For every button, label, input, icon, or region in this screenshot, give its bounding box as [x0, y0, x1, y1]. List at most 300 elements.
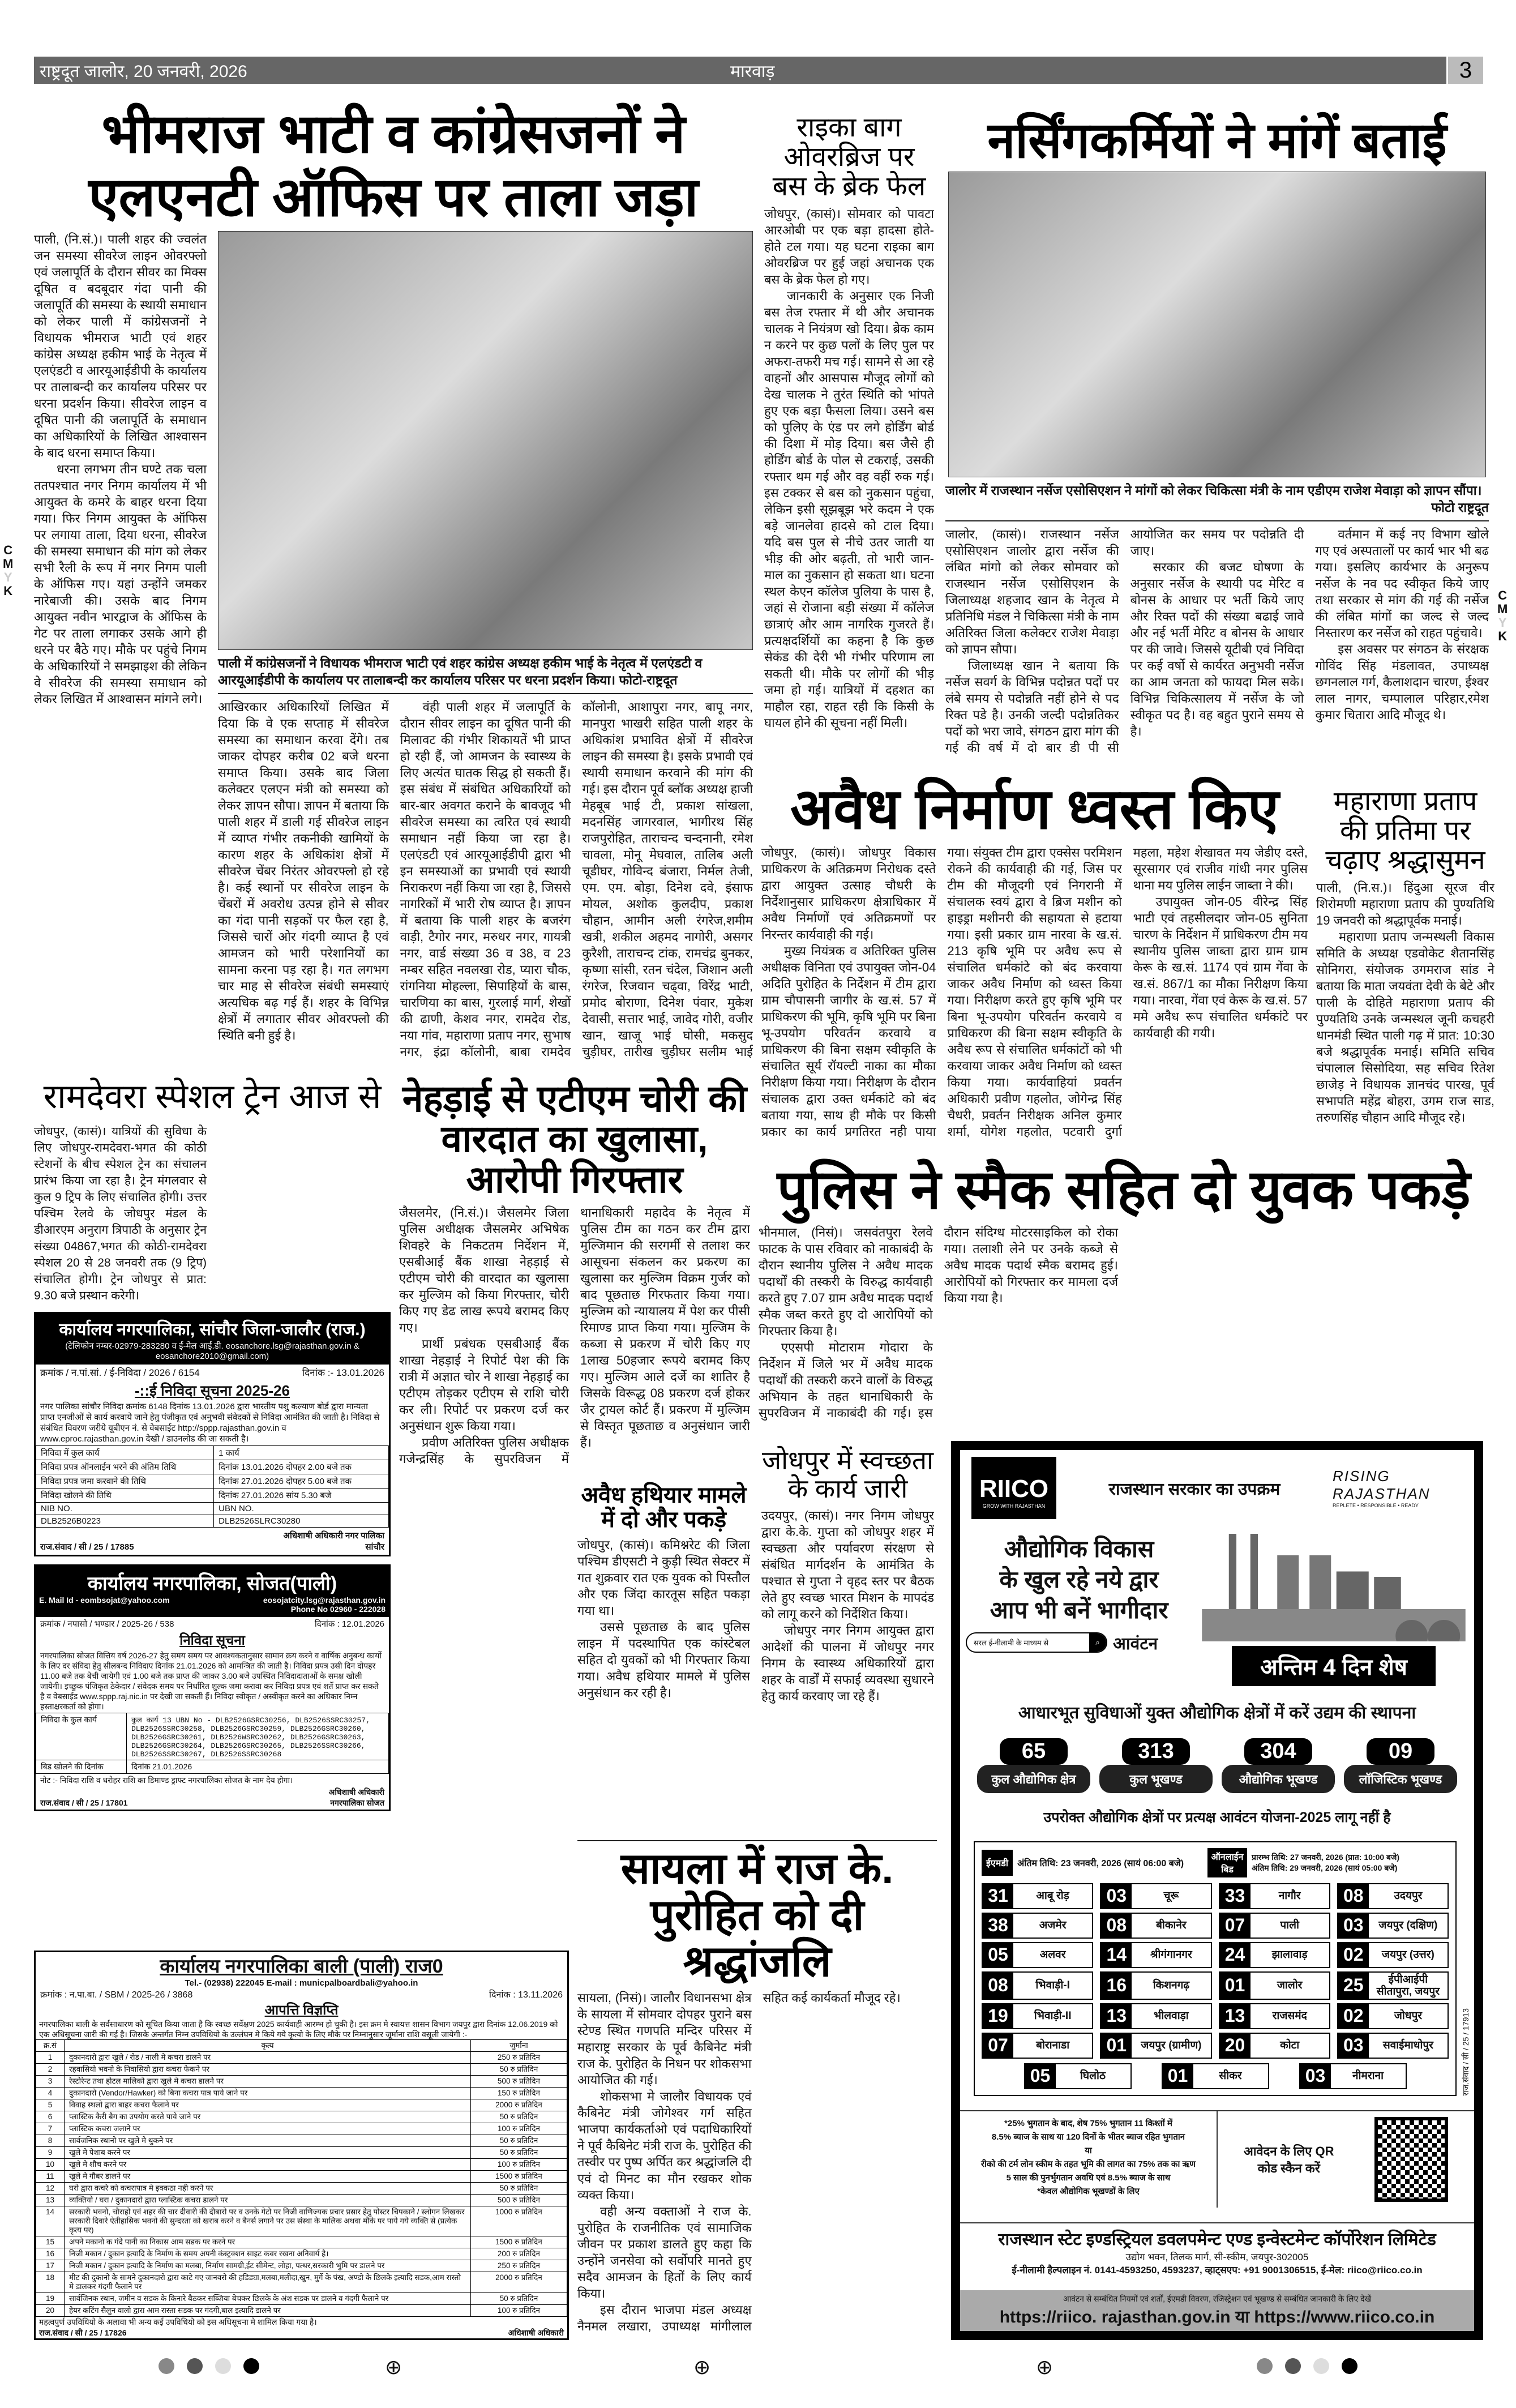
area-count: 01 — [1101, 2034, 1132, 2058]
notice-ref: क्रमांक : न.पा.बा. / SBM / 2025-26 / 3868 — [40, 1990, 193, 2000]
bali-objection-notice — [34, 1951, 569, 2340]
ad-hero-left — [966, 1534, 1192, 1686]
logo-text: RIICO — [979, 1475, 1049, 1503]
search-box-text: सरल ई-नीलामी के माध्यम से — [974, 1639, 1049, 1647]
cell: 16 — [36, 2248, 65, 2260]
cell: निजी मकान / दुकान इत्यादि के निर्माण के समय अपनी कंस्ट्रक्शन साइट कवर रखना अनिवार्य है। — [65, 2248, 471, 2260]
main-story-continued — [218, 699, 753, 1070]
area-name: भिवाड़ी-II — [1034, 2010, 1072, 2022]
paragraph: धरना लगभग तीन घण्टे तक चला ततपश्चात नगर निगम कार्यालय में भी आयुक्त के कमरे के बाहर धरना दिया गया। फिर निगम आयुक्त के ऑफिस पर लगाया ताला, दिया धरना, सीवरेज की समस्या समाधान की मांग को लेकर सभी रैली के रूप में नगर निगम पाली के ऑफिस गए। यहां उन्होंने जमकर नारेबाजी की। उसके बाद निगम आयुक्त नवीन भारद्वाज के ऑफिस के गेट पर ताला लगाकर उसके आगे ही धरने पर बैठे गए। मौके पर पहुंचे निगम के अधिकारियों ने समझाइश की लेकिन वे सीवरेज की समस्या समाधान को लेकर लिखित में आश्वासन मांगने लगे। — [34, 462, 207, 707]
area-chip — [1100, 2003, 1211, 2029]
table-row — [36, 2248, 567, 2260]
area-name: सीकर — [1219, 2070, 1242, 2082]
area-chip — [1100, 1913, 1211, 1939]
stat-label: कुल औद्योगिक क्षेत्र — [977, 1765, 1090, 1793]
area-count: 03 — [1338, 2034, 1369, 2058]
area-name: जयपुर (दक्षिण) — [1378, 1919, 1438, 1931]
area-box — [974, 1841, 1457, 2096]
cell: 1 कार्य — [214, 1445, 389, 1460]
notice-table — [36, 1713, 389, 1774]
area-name: अजमेर — [1039, 1919, 1067, 1931]
cell: प्लास्टिक कैरी बैग का उपयोग करते पाये जाने पर — [65, 2111, 471, 2123]
stats-row — [960, 1738, 1474, 1793]
cell: रेस्टोरेन्ट तथा होटल मालिको द्वारा खुले मे कचरा डालने पर — [65, 2076, 471, 2088]
ad-headline — [966, 1534, 1192, 1626]
notice-table — [36, 1445, 389, 1528]
notice-code: राज.संवाद / सी / 25 / 17801 — [40, 1798, 128, 1807]
area-section — [960, 1841, 1474, 2096]
stat-badge — [1222, 1738, 1335, 1793]
logo-tagline: REPLETE • RESPONSIBLE • READY — [1333, 1503, 1419, 1508]
cell: रहवासियो भवनो के निवासियो द्वारा कचरा फेकने पर — [65, 2064, 471, 2076]
area-count: 24 — [1220, 1943, 1251, 1967]
cell: 2000 रु प्रतिदिन — [471, 2099, 567, 2111]
divider — [577, 1840, 937, 1841]
paragraph: वंही पाली शहर में जलापूर्ति के दौरान सीवर लाइन का दूषित पानी की मिलावट की गंभीर शिकायतें भी प्राप्त हो रही हैं, जो आमजन के स्वास्थ्य के लिए अत्यंत घातक सिद्ध हो सकती हैं। इस संबंध में संबंधित अधिकारियों को बार-बार अवगत कराने के बावजूद भी सीवरेज समस्या का त्वरित एवं स्थायी समाधान नहीं किया जा रहा है। एलएंडटी एवं आरयूआईडीपी द्वारा भी इन समस्याओं का प्रभावी एवं स्थायी निराकरण नहीं किया जा रहा है, जिससे नागरिकों में भारी रोष व्याप्त है। ज्ञापन में बताया कि पाली शहर के बजरंग वाड़ी, टैगोर नगर, मरुधर नगर, गायत्री नगर, वार्ड संख्या 36 व 38, व 23 नम्बर सहित नवलखा रोड, प्यारा चौक, रांगनिया मोहल्ला, सिपाहियों के बास, चारणिया का बास, गुरलाई मार्ग, शेखों की ढाणी, केशव नगर, रामदेव रोड, नया गांव, महाराणा प्रताप नगर, सुभाष नगर, इंद्रा कॉलोनी, बाबा रामदेव कॉलोनी, आशापुरा नगर, बापू नगर, मानपुरा भाखरी सहित पाली शहर के अधिकांश प्रभावित क्षेत्रों में सीवरेज लाइन की समस्या है। इसके प्रभावी एवं स्थायी समाधान करवाने की मांग की गई। इस दौरान पूर्व ब्लॉक अध्यक्ष हाजी मेहबूब भाई टी, प्रकाश सांखला, मदनसिंह जागरवाल, भागीरथ सिंह राजपुरोहित, ताराचन्द चन्दनानी, रमेश चावला, मोनू मेघवाल, तालिब अली चूडीघर, गोविन्द बंजारा, निर्मल तेजी, एम. एम. बोड़ा, दिनेश दवे, इंसाफ मोयल, अशोक कुलदीप, प्रकाश चौहान, आमीन अली रंगरेज,शमीम खत्री, शकील अहमद नागोरी, असगर कुरैशी, ताराचन्द टांक, रामचंद्र बुनकर, कृष्णा सांसी, रतन चंदेल, जिशान अली रंगरेज, रिजवान चढ्वा, विरेंद्र भाटी, प्रमोद बोराणा, दिनेश पंवार, मुकेश देवासी, सत्तार भाई, जावेद गोरी, वजीर खान, खाजू भाई घोसी, मकसुद चुड़ीघर, तारीख चुड़ीघर सलीम भाई — [400, 700, 753, 1059]
paragraph: शोकसभा मे जालौर विधायक एवं कैबिनेट मंत्री जोगेश्वर गर्ग सहित भाजपा कार्यकर्ताओ एवं पदाधिकारियों ने पूर्व कैबिनेट मंत्री राज के. पुरोहित की तस्वीर पर पुष्प अर्पित कर श्रद्धांजलि दी एवं दो मिनट का मौन रखकर शोक व्यक्त किया। — [577, 2089, 752, 2202]
sojat-tender-notice — [34, 1564, 391, 1811]
paragraph: जोधपुर, (कासं)। यात्रियों की सुविधा के लिए जोधपुर-रामदेवरा-भगत की कोठी स्टेशनों के बीच स्पेशल ट्रेन का संचालन प्रारंभ किया जा रहा है। ट्रेन मंगलवार से कुल 9 ट्रिप के लिए संचालित होगी। उत्तर पश्चिम रेलवे के जोधपुर मंडल के डीआरएम अनुराग त्रिपाठी के अनुसार ट्रेन संख्या 04867,भगत की कोठी-रामदेवरा स्पेशल 20 से 28 जनवरी तक (9 ट्रिप) संचालित होगी। ट्रेन जोधपुर से प्रात: 9.30 बजे प्रस्थान करेगी। — [34, 1124, 207, 1302]
term-line: या — [1085, 2146, 1092, 2155]
area-chip — [1337, 1942, 1449, 1968]
table-row — [36, 2147, 567, 2159]
area-name: किशनगढ़ — [1153, 1979, 1190, 1991]
area-name: चूरू — [1163, 1890, 1179, 1902]
cmyk-letter: M — [1497, 602, 1508, 616]
bid-label: ऑनलाईन बिड — [1207, 1848, 1247, 1877]
area-chip — [1219, 2033, 1330, 2059]
cell: NIB NO. — [36, 1502, 214, 1515]
maharana-headline: महाराणा प्रताप की प्रतिमा पर चढ़ाए श्रद्धासुमन — [1325, 786, 1485, 875]
cell: 9 — [36, 2147, 65, 2159]
cell: 200 रु प्रतिदिन — [471, 2248, 567, 2260]
paragraph: एएसपी मोटाराम गोदारा के निर्देशन में जिले भर में अवैध मादक पदार्थों की तस्करी करने वालों के विरुद्ध अभियान के तहत थानाधिकारी के सुपरविजन में नाकाबंदी की गई। इस दौरान संदिग्ध मोटरसाइकिल को रोका गया। तलाशी लेने पर उनके कब्जे से अवैध मादक पदार्थ स्मैक बरामद हुई। आरोपियों को गिरफ्तार कर मामला दर्ज किया गया है। — [759, 1225, 1118, 1420]
jodhpur-clean-story — [761, 1507, 934, 1832]
main-headline-line-1: भीमराज भाटी व कांग्रेसजनों ने — [101, 104, 686, 164]
main-story-right — [218, 231, 753, 1070]
cell: खुले मे पेशाब करने पर — [65, 2147, 471, 2159]
cell: 8 — [36, 2135, 65, 2147]
ad-top-row — [960, 1450, 1474, 1519]
cell: निविदा खोलने की तिथि — [36, 1488, 214, 1502]
cell: दिनांक 27.01.2026 सांय 5.30 बजे — [214, 1488, 389, 1502]
raika-story — [764, 206, 934, 764]
payment-terms — [960, 2111, 1218, 2208]
paragraph: जोधपुर, (कासं)। सोमवार को पावटा आरओबी पर एक बड़ा हादसा होते-होते टल गया। यह घटना राइका बाग ओवरब्रिज पर हुई जहां अचानक एक बस के ब्रेक फेल हो गए। — [764, 207, 934, 287]
main-story-row — [34, 231, 753, 1070]
notice-code: राज.संवाद / सी / 25 / 17826 — [39, 2328, 127, 2337]
auction-row — [966, 1631, 1192, 1654]
paragraph: वर्तमान में कई नए विभाग खोले गए एवं अस्पतालों पर कार्य भार भी बढ गया। इसलिए कार्यभार के अनुरूप नर्सेज के नव पद स्वीकृत किये जाए तथा सरकार से मांग की गई की नर्सेज की लंबित मांगों का जल्द से जल्द निस्तारण कर नर्सेज को राहत पहुंचावे। — [1315, 527, 1489, 640]
table-row — [36, 2195, 567, 2206]
divider — [218, 693, 753, 694]
table-row — [36, 2305, 567, 2317]
notice-contact: (टेलिफोन नम्बर-02979-283280 व ई-मेल आई.डी. eosanchore.lsg@rajasthan.gov.in & eosanchore2010@gmail.com) — [65, 1341, 359, 1361]
area-name: अलवर — [1039, 1949, 1066, 1961]
area-name: जालोर — [1277, 1979, 1303, 1991]
cell: बिड खोलने की दिनांक — [36, 1760, 127, 1773]
cell: 6 — [36, 2111, 65, 2123]
nurses-story — [945, 526, 1489, 764]
area-count: 13 — [1101, 2004, 1132, 2028]
table-row — [36, 2171, 567, 2183]
cell: 150 रु प्रतिदिन — [471, 2088, 567, 2099]
qr-code[interactable] — [1374, 2117, 1448, 2202]
page-header-bar — [34, 57, 1446, 84]
cell: निविदा के कुल कार्य — [36, 1713, 127, 1760]
area-name: घिलोठ — [1080, 2070, 1106, 2082]
area-count: 01 — [1220, 1973, 1251, 1999]
area-name: ईपीआईपी सीतापुरा, जयपुर — [1376, 1973, 1440, 1998]
table-row — [36, 2135, 567, 2147]
ad-hero-row — [960, 1534, 1474, 1686]
notice-contact: Tel.- (02938) 222045 E-mail : municpalboardbali@yahoo.in — [185, 1978, 418, 1988]
notice-text: नगरपालिका बाली के सर्वसाधारण को सूचित किया जाता है कि स्वच्छ सर्वेक्षण 2025 कार्यवाही आरम्भ हो चुकी है। इस क्रम मे स्वायत्त शासन विभाग जयपुर द्वारा दिनांक 12.06.2019 को एक अधिसूचना जारी की गई है। जिसके अन्तर्गत निम्न उपविधियो के उल्लंघन मे किये गये कृत्यो के लिए मौके पर निम्नानुसार जूर्माना राशि वसूली जायेगी :- — [39, 2020, 558, 2039]
links-note: आवंटन से सम्बंधित नियमों एवं शर्तों, ईएमडी विवरण, रजिस्ट्रेशन एवं भूखण्ड से सम्बंधित जानकारी के लिए देखें — [1063, 2294, 1372, 2303]
area-chip — [982, 1942, 1093, 1968]
notice-heading: आपत्ति विज्ञप्ति — [264, 2003, 339, 2018]
table-row — [36, 2099, 567, 2111]
corp-footer — [960, 2222, 1474, 2276]
rising-rajasthan-logo — [1333, 1468, 1463, 1508]
cell: 3 — [36, 2076, 65, 2088]
stat-label: लॉजिस्टिक भूखण्ड — [1344, 1765, 1457, 1793]
cmyk-letter: K — [1498, 629, 1508, 643]
qr-section — [1218, 2111, 1474, 2208]
cell: 13 — [36, 2195, 65, 2206]
registration-crosshair-icon: ⊕ — [385, 2355, 402, 2379]
notice-heading: निविदा सूचना — [179, 1632, 245, 1648]
cell: व्यक्तियो / घरा / दुकानदारो द्वारा प्लास्टिक कचरा डालने पर — [65, 2195, 471, 2206]
area-count: 03 — [1101, 1884, 1132, 1908]
area-chip — [1337, 1913, 1449, 1939]
area-chip — [1219, 1971, 1330, 2000]
cell: 50 रु प्रतिदिन — [471, 2111, 567, 2123]
notice-text: नगरपालिका सोजत वित्तिय वर्ष 2026-27 हेतु समय समय पर आवश्यकतानुसार सामान क्रय करने व वार्षिक अनुबन्ध कार्यो के लिए दर संविदा हेतु सीलबन्द निविदाए दिनांक 21.01.2026 को आमन्त्रित की जाती है। निविदा प्रपत्र उसी दिन दोपहर 11.00 बजे तक बेची जायेगी एवं 1.00 बजे तक प्राप्त की जाकर 3.00 बजे उपस्थित निविदादाताओं के समक्ष खोली जायेगी। इच्छुक पंजिकृत ठेकेदार / संवेदक समय पर निर्धारित शुल्क जमा करावा कर निविदा प्रपत्र एवं शर्ते प्राप्त कर सकते है व वेबसाईड www.sppp.raj.nic.in पर देखी जा सकती हैं। निविदा स्वीकृत / अस्वीकृत करने का अधिकार निम्न हस्ताक्षरकर्ता को होगा। — [40, 1650, 382, 1711]
registration-crosshair-icon: ⊕ — [693, 2355, 711, 2379]
main-photo-caption: पाली में कांग्रेसजनों ने विधायक भीमराज भाटी एवं शहर कांग्रेस अध्यक्ष हकीम भाई के नेतृत्व में एलएंडटी व आरयूआईडीपी के कार्यालय पर तालाबन्दी कर कार्यालय परिसर पर धरना प्रदर्शन किया। फोटो-राष्ट्रदूत — [218, 656, 703, 688]
area-chip — [1162, 2063, 1269, 2089]
cmyk-letter: Y — [1498, 615, 1507, 630]
smack-story — [759, 1224, 1489, 1435]
area-count: 08 — [1101, 1914, 1132, 1937]
paragraph: प्रवीण अतिरिक्त पुलिस अधीक्षक गजेन्द्रसिंह के सुपरविजन में थानाधिकारी महादेव के नेतृत्व में पुलिस टीम का गठन कर टीम द्वारा मुल्जिमान की सरगर्मी से तलाश कर आसूचना संकलन कर प्रकरण का खुलासा कर मुल्जिम विक्रम गुर्जर को बाद पूछताछ गिरफतार किया गया। मुल्जिम को न्यायालय में पेश कर पीसी रिमाण्ड प्राप्त किया गया। मुल्जिम के कब्जा से प्रकरण में चोरी किए गए 1लाख 50हजार रूपये बरामद किए गए। मुल्जिम आले दर्जे का शातिर है जिसके विरूद्ध 08 प्रकरण दर्ज होकर जैर ट्रायल कोर्ट हैं। प्रकरण में मुल्जिम से विस्तृत पूछताछ व अनुसंधान जारी हैं। — [399, 1205, 750, 1466]
notice-heading: -::ई निविदा सूचना 2025-26 — [135, 1382, 290, 1399]
cmyk-letter: C — [3, 543, 13, 557]
stat-value: 65 — [1000, 1738, 1068, 1765]
demolition-article — [761, 779, 1308, 1152]
cell: 50 रु प्रतिदिन — [471, 2064, 567, 2076]
stat-badge — [1344, 1738, 1457, 1793]
area-chip — [1100, 1971, 1211, 2000]
cell: 250 रु प्रतिदिन — [471, 2052, 567, 2064]
cell: 10 — [36, 2159, 65, 2171]
area-chip — [1337, 1883, 1449, 1909]
area-name: भिवाड़ी-I — [1035, 1979, 1070, 1991]
area-count: 33 — [1220, 1884, 1251, 1908]
table-row — [36, 2272, 567, 2293]
area-chip — [982, 2033, 1093, 2059]
ad-headline-line: औद्योगिक विकास — [1004, 1535, 1154, 1562]
paragraph: पाली, (नि.स.)। हिंदुआ सूरज वीर शिरोमणी महाराणा प्रताप की पुण्यतिथि 19 जनवरी को श्रद्धापूर्वक मनाई। — [1316, 880, 1494, 928]
area-count: 02 — [1338, 1943, 1369, 1967]
atm-headline: नेहड़ाई से एटीएम चोरी की वारदात का खुलासा, आरोपी गिरफ्तार — [402, 1077, 747, 1200]
area-chip — [1299, 2063, 1407, 2089]
maharana-story — [1316, 879, 1494, 1152]
emd-date: अंतिम तिथि: 23 जनवरी, 2026 (सायं 06:00 बजे) — [1017, 1858, 1184, 1868]
area-count: 08 — [1338, 1884, 1369, 1908]
area-chip — [1219, 1883, 1330, 1909]
main-story — [34, 105, 753, 1070]
stat-label: औद्योगिक भूखण्ड — [1222, 1765, 1335, 1793]
stat-value: 313 — [1122, 1738, 1190, 1765]
area-count: 25 — [1338, 1973, 1369, 1999]
cell: 2 — [36, 2064, 65, 2076]
area-count: 38 — [983, 1914, 1013, 1937]
jodhpur-clean-headline: जोधपुर में स्वच्छता के कार्य जारी — [761, 1445, 934, 1503]
saayla-article — [577, 1840, 937, 2338]
stat-badge — [1099, 1738, 1213, 1793]
cell: 18 — [36, 2272, 65, 2293]
sanchore-tender-notice — [34, 1312, 391, 1556]
area-name: श्रीगंगानगर — [1150, 1949, 1192, 1961]
table-row — [36, 2236, 567, 2248]
area-chip — [1219, 2003, 1330, 2029]
website-links[interactable]: https://riico. rajasthan.gov.in या https://www.riico.co.in — [999, 2308, 1435, 2326]
area-count: 05 — [1025, 2064, 1056, 2088]
protest-photo — [218, 231, 753, 650]
cell: 100 रु प्रतिदिन — [471, 2159, 567, 2171]
cell: 7 — [36, 2123, 65, 2135]
area-chip — [1100, 1883, 1211, 1909]
area-count: 03 — [1300, 2064, 1331, 2088]
cell: खुले मे गौबर डालने पर — [65, 2171, 471, 2183]
paper-date: राष्ट्रदूत जालोर, 20 जनवरी, 2026 — [40, 62, 247, 81]
notice-email: eosojatcity.lsg@rajasthan.gov.in Phone No 02960 - 222028 — [263, 1595, 386, 1614]
cell: 20 — [36, 2305, 65, 2317]
notice-title: कार्यालय नगरपालिका, सोजत(पाली) — [87, 1572, 337, 1594]
area-name: राजसमंद — [1272, 2010, 1307, 2022]
cell: 4 — [36, 2088, 65, 2099]
raika-headline: राइका बाग ओवरब्रिज पर बस के ब्रेक फेल — [772, 113, 926, 202]
table-row — [36, 2159, 567, 2171]
paragraph: महाराणा प्रताप जन्मस्थली विकास समिति के अध्यक्ष एडवोकेट शैतानसिंह सोनिगरा, संयोजक उगमराज सांड ने बताया कि माता जयवंता देवी के बेटे और पाली के दोहिते महाराणा प्रताप की पुण्यतिथि उनके जन्मस्थल जूनी कचहरी धानमंडी स्थित पाली गढ़ में प्रात: 10:30 बजे श्रद्धापूर्वक मनाई। समिति सचिव चंपालाल सिसोदिया, सह सचिव रितेश छाजेड़ ने विधायक ज्ञानचंद पारख, पूर्व सभापति महेंद्र बोहरा, उगम राज साड, तरुणसिंह चौहान आदि मौजूद रहे। — [1316, 930, 1494, 1125]
paragraph: जैसलमेर, (नि.सं.)। जैसलमेर जिला पुलिस अधीक्षक जैसलमेर अभिषेक शिवहरे के निकटतम निर्देशन में, एसबीआई बैंक शाखा नेहड़ाई से एटीएम चोरी की वारदात का खुलासा कर मुल्जिम को किया गिरफ्तार, चोरी किए गए डेढ लाख रूपये बरामद किए गए। — [399, 1205, 569, 1335]
main-story-lead — [34, 231, 207, 1070]
nurses-article — [945, 113, 1489, 764]
corp-name: राजस्थान स्टेट इण्डस्ट्रियल डवलपमेन्ट एण्ड इन्वेस्टमेन्ट कॉर्पोरेशन लिमिटेड — [998, 2230, 1436, 2249]
term-line: 5 साल की पुनर्भुगतान अवधि एवं 8.5% ब्याज के साथ — [1006, 2173, 1171, 2183]
date-row — [975, 1842, 1455, 1883]
area-grid — [975, 1883, 1455, 2059]
cmyk-mark — [1497, 589, 1508, 643]
term-line: *25% भुगतान के बाद, शेष 75% भुगतान 11 किश्तों में — [1004, 2119, 1172, 2128]
page-number: 3 — [1448, 57, 1483, 84]
notice-code: राज.संवाद / सी / 25 / 17885 — [40, 1542, 134, 1552]
smack-article — [759, 1161, 1489, 1435]
paragraph: पाली, (नि.सं.)। पाली शहर की ज्वलंत जन समस्या सीवरेज लाइन ओवरफ्लो एवं जलापूर्ति के दौरान सीवर का मिक्स दूषित व बदबूदार गंदा पानी की जलापूर्ति की समस्या के स्थायी समाधान को लेकर पाली में कांग्रेसजनों ने विधायक भीमराज भाटी एवं शहर कांग्रेस अध्यक्ष हकीम भाई के नेतृत्व में एलएंडटी व आरयूआईडीपी के कार्यालय पर तालाबन्दी कर कार्यालय परिसर पर धरना प्रदर्शन किया। सीवरेज लाइन व दूषित पानी की जलापूर्ति के समाधान का अधिकारियों के लिखित आश्वासन के बाद धरना समाप्त किया। — [34, 232, 207, 460]
cell: दिनांक 13.01.2026 दोपहर 2.00 बजे तक — [214, 1460, 389, 1474]
paragraph: वही अन्य वक्ताओं ने राज के. पुरोहित के राजनीतिक एवं सामाजिक जीवन पर प्रकाश डालते हुए कहा कि उन्होंने जनसेवा को सर्वोपरि मानते हुए सदैव आमजन के हितों के लिए कार्य किया। — [577, 2204, 752, 2301]
cell: 1000 रु प्रतिदिन — [471, 2206, 567, 2236]
cell: दिनांक 21.01.2026 — [127, 1760, 389, 1773]
stat-badge — [977, 1738, 1090, 1793]
maharana-article — [1316, 787, 1494, 1152]
train-story — [34, 1123, 391, 1304]
paragraph: जानकारी के अनुसार एक निजी बस तेज रफ्तार में थी और अचानक चालक ने नियंत्रण खो दिया। ब्रेक काम न करने पर कुछ पलों के लिए पुल पर अफरा-तफरी मच गई। सामने से आ रहे वाहनों और आसपास मौजूद लोगों को देख चालक ने तुरंत स्थिति को भांपते हुए एक बड़ा फैसला लिया। उसने बस को पुलिए के एंड पर लगे होर्डिंग बोर्ड की दिशा में मोड़ दिया। बस जैसे ही होर्डिंग बोर्ड के पोल से टकराई, उसकी रफ्तार थम गई और वह वहीं रुक गई। इस टक्कर से बस को नुकसान पहुंचा, लेकिन इसी सूझबूझ भरे कदम ने एक बड़े जानलेवा हादसे को टाल दिया। यदि बस पुल से नीचे उतर जाती या भीड़ की ओर बढ़ती, तो भारी जान-माल का नुकसान हो सकता था। घटना स्थल केएन कॉलेज पुलिया के पास है, जहां से रोजाना बड़ी संख्या में कॉलेज छात्राएं और आम नागरिक गुजरते हैं। प्रत्यक्षदर्शियों का कहना है कि कुछ सेकंड की देरी भी गंभीर परिणाम ला सकती थी। मौके पर लोगों की भीड़ जमा हो गई। यात्रियों में दहशत का माहौल रहा, राहत रही कि किसी के घायल होने की सूचना नहीं मिली। — [764, 289, 934, 730]
paragraph: इस अवसर पर संगठन के संरक्षक गोविंद सिंह मंडलावत, उपाध्यक्ष छगनलाल गर्ग, कैलाशदान चारण, ईश्वर लाल नागर, चम्पालाल परिहार,रमेश कुमार चितारा आदि मौजूद थे। — [1315, 642, 1489, 722]
logo-text: RISING RAJASTHAN — [1333, 1468, 1431, 1502]
cell: खुले मे शौच करने पर — [65, 2159, 471, 2171]
area-chip — [982, 2003, 1093, 2029]
cell: 19 — [36, 2293, 65, 2305]
cell: 250 रु प्रतिदिन — [471, 2260, 567, 2272]
arms-headline: अवैध हथियार मामले में दो और पकड़े — [581, 1483, 747, 1533]
saayla-headline: सायला में राज के. पुरोहित को दी श्रद्धांजलि — [620, 1845, 894, 1986]
area-count: 07 — [983, 2034, 1013, 2058]
photo-credit: फोटो राष्ट्रदूत — [1431, 500, 1489, 515]
ad-headline-line: आप भी बनें भागीदार — [990, 1596, 1168, 1623]
notice-signature: अधिशाषी अधिकारी नगरपालिका सोजत — [328, 1787, 384, 1807]
notice-note: नोट :- निविदा राशि व धरोहर राशि का डिमाण्ड ड्राफ्ट नगरपालिका सोजत के नाम देय होगा। — [40, 1775, 293, 1785]
divider — [945, 520, 1489, 521]
table-row — [36, 2183, 567, 2195]
cmyk-letter: Y — [3, 570, 12, 584]
cell: 1500 रु प्रतिदिन — [471, 2171, 567, 2183]
ad-links-bar — [960, 2290, 1474, 2331]
area-name: झालावाड़ — [1271, 1949, 1308, 1961]
ad-subheading: आधारभूत सुविधाओं युक्त औद्योगिक क्षेत्रों में करें उद्यम की स्थापना — [1018, 1704, 1416, 1722]
cell: सरकारी भवनो, चौराहो एवं शहर की चार दीवारी की दीबारो पर व उनके गेटो पर निजी वाणिज्यक प्रचार प्रसार हेतु पोस्टर चिपकाने / स्लोगन लिखकर सरकारी दिवारे ऐतीहासिक भवनो की सुन्दरता को खराब करने व बैनर्स लगाने पर उस संस्था के मालिक अथवा मौके पर पाये गये व्यक्ति से (प्रत्येक कृत्य पर) — [65, 2206, 471, 2236]
area-chip — [1100, 1942, 1211, 1968]
paragraph: उदयपुर, (कासं)। नगर निगम जोधपुर द्वारा के.के. गुप्ता को जोधपुर शहर में स्वच्छता और पर्यावरण संरक्षण से संबंधित मार्गदर्शन के आमंत्रित के पश्चात से गुप्ता ने वृहद स्तर पर बैठक लेते हुए स्वच्छ भारत मिशन के मापदंड को लागू करने को निर्देशित किया। — [761, 1508, 934, 1622]
cell: 1 — [36, 2052, 65, 2064]
notice-title: कार्यालय नगरपालिका बाली (पाली) राज0 — [160, 1956, 443, 1977]
cell: दिनांक 27.01.2026 दोपहर 5.00 बजे तक — [214, 1474, 389, 1488]
area-name: नीमराना — [1352, 2070, 1384, 2082]
stat-value: 09 — [1367, 1738, 1434, 1765]
table-row — [36, 2064, 567, 2076]
bid-end-date: अंतिम तिथि: 29 जनवरी, 2026 (सायं 05:00 बजे) — [1252, 1863, 1398, 1872]
ad-disclaimer: उपरोक्त औद्योगिक क्षेत्रों पर प्रत्यक्ष आवंटन योजना-2025 लागू नहीं है — [1043, 1810, 1391, 1825]
cell: निविदा प्रपत्र जमा करवाने की तिथि — [36, 1474, 214, 1488]
cell: प्लास्टिक कचरा जलाने पर — [65, 2123, 471, 2135]
nurses-caption — [945, 482, 1489, 516]
paragraph: उससे पूछताछ के बाद पुलिस लाइन में पदस्थापित एक कांस्टेबल सहित दो युवकों को भी गिरफ्तार किया गया। अवैध हथियार मामले में पुलिस अनुसंधान कर रही है। — [577, 1620, 750, 1700]
area-chip — [1337, 2033, 1449, 2059]
cell: 100 रु प्रतिदिन — [471, 2123, 567, 2135]
atm-story — [399, 1204, 750, 1478]
area-chip — [1219, 1913, 1330, 1939]
paragraph: उपायुक्त जोन-05 वीरेन्द्र सिंह भाटी एवं तहसीलदार जोन-05 सुनिता चारण के निर्देशन में प्राधिकरण टीम मय स्थानीय पुलिस जाब्ता द्वारा ग्राम ग्राम केरू के ख.सं. 1174 एवं ग्राम गेंवा के ख.सं. 867/1 का मौका निरीक्षण किया गया। नारवा, गेंवा एवं केरू के ख.सं. 57 ममे अवैध रूप संचालित धर्मकांटे पर कार्यवाही की गयी। — [1133, 895, 1308, 1040]
paragraph: जोधपुर, (कासं)। जोधपुर विकास प्राधिकरण के अतिक्रमण निरोधक दस्ते द्वारा आयुक्त उत्साह चौधरी के निर्देशानुसार प्राधिकरण क्षेत्राधिकार में अवैध निर्माणों एवं अतिक्रमणों पर निरन्तर कार्यवाही की गई। — [761, 845, 936, 942]
table-row — [36, 2088, 567, 2099]
area-chip — [1024, 2063, 1132, 2089]
demolition-headline: अवैध निर्माण ध्वस्त किए — [790, 777, 1279, 841]
table-row — [36, 2206, 567, 2236]
ad-hero-right — [1198, 1534, 1470, 1686]
area-chip — [1219, 1942, 1330, 1968]
table-row — [36, 2260, 567, 2272]
cell: विवाह स्थलो द्वारा बाहर कचरा फैलाने पर — [65, 2099, 471, 2111]
area-chip — [1100, 2033, 1211, 2059]
cell: 500 रु प्रतिदिन — [471, 2076, 567, 2088]
area-name: आबू रोड़ — [1036, 1890, 1069, 1902]
paragraph: मुख्य नियंत्रक व अतिरिक्त पुलिस अधीक्षक विनिता एवं उपायुक्त जोन-04 अदिति पुरोहित के निर्देशन में टीम द्वारा ग्राम चौपासनी जागीर के ख.सं. 57 में प्राधिकरण की भूमि, कृषि भूमि पर बिना भू-उपयोग परिवर्तन करवाये व प्राधिकरण की बिना सक्षम स्वीकृति के संचालित सूर्य रॉयल्टी नाका का मौका निरीक्षण किया गया। निरीक्षण के दौरान संचालक द्वारा उक्त धर्मकांटे को बंद बताया गया, साथ ही मौके पर किसी प्रकार का कार्य प्रगतिरत नही पाया गया। संयुक्त टीम द्वारा एक्सेस परमिशन रोकने की कार्यवाही की गई, जिस पर टीम की मौजूदगी एवं निगरानी में संचालक स्वयं द्वारा वे ब्रिज मशीन को हाइड्रा मशीनरी की सहायता से हटाया गया। इसी प्रकार ग्राम नारवा के ख.सं. 213 कृषि भूमि पर अवैध रूप से संचालित धर्मकांटे को बंद करवाया जाकर अवैध निर्माण को ध्वस्त किया गया। निरीक्षण करते हुए कृषि भूमि पर बिना भू-उपयोग परिवर्तन करवाये व प्राधिकरण की बिना सक्षम स्वीकृति के अवैध रूप से संचालित धर्मकांटों को भी करवाया जाकर अवैध निर्माण को ध्वस्त किया गया। कार्यवाहियां प्रवर्तन अधिकारी प्रवीण गहलोत, जोगेन्द्र सिंह चैधरी, प्रवर्तन निरीक्षक अनिल कुमार शर्मा, योगेश गहलोत, पटवारी दुर्गा महला, महेश शेखावत मय जेडीए दस्ते, सूरसागर एवं राजीव गांधी नगर पुलिस थाना मय पुलिस लाईन जाब्ता ने की। — [761, 845, 1308, 1139]
stat-label: कुल भूखण्ड — [1099, 1765, 1213, 1793]
paragraph: जोधपुर नगर निगम आयुक्त द्वारा आदेशों की पालना में जोधपुर नगर निगम के स्वास्थ्य अधिकारियों द्वारा शहर के वार्डों में सफाई व्यवस्था सुधारने हेतु कार्य करवाए जा रहे हैं। — [761, 1623, 934, 1704]
area-chip — [982, 1971, 1093, 2000]
notice-note: महत्वपुर्ण उपविधियो के अलावा भी अन्य कई उपविधियो को इस अधिसूचना मे शामिल किया गया है। — [39, 2317, 317, 2326]
cell: अपने मकानो क गंदे पानी का निकास आम सडक पर करने पर — [65, 2236, 471, 2248]
term-line: 8.5% ब्याज के साथ या 120 दिनों के भीतर ब्याज रहित भुगतान — [991, 2132, 1185, 2142]
notice-date: दिनांक :- 13.01.2026 — [302, 1367, 384, 1378]
cell: निविदा प्रपत्र ऑनलाईन भरने की अंतिम तिथि — [36, 1460, 214, 1474]
jodhpur-clean-article — [761, 1447, 934, 1832]
area-name: नागौर — [1278, 1890, 1301, 1902]
cell: कुल कार्य 13 UBN No - DLB2526GSRC30256, DLB2526SSRC30257, DLB2526SSRC30258, DLB2526GSRC30259, DLB2526GSRC30260, DLB2526GSRC30261, DLB2526WSRC30262, DLB2526GSRC30263, DLB2526GSRC30264, DLB2526GSRC30265, DLB2526SSRC30266, DLB2526SSRC30267, DLB2526SSRC30268 — [127, 1713, 389, 1760]
paragraph: भीनमाल, (निसं)। जसवंतपुरा रेलवे फाटक के पास रविवार को नाकाबंदी के दौरान स्थानीय पुलिस ने अवैध मादक पदार्थों की तस्करी के विरुद्ध कार्यवाही करते हुए 7.07 ग्राम अवैध मादक पदार्थ स्मैक जब्त करते हुए दो आरोपियों को गिरफ्तार किया है। — [759, 1225, 933, 1338]
area-count: 20 — [1220, 2034, 1251, 2058]
nurses-headline: नर्सिंगकर्मियों ने मांगें बताई — [987, 112, 1447, 168]
arms-article — [577, 1483, 750, 1834]
cell: 1500 रु प्रतिदिन — [471, 2236, 567, 2248]
area-name: पाली — [1280, 1919, 1299, 1931]
ad-headline-line: के खुल रहे नये द्वार — [999, 1566, 1159, 1593]
cell: सार्वजनिक स्थानो पर खुले मे थुकने पर — [65, 2135, 471, 2147]
allotment-label: आवंटन — [1113, 1634, 1158, 1653]
demolition-story — [761, 844, 1308, 1152]
area-name: उदयपुर — [1394, 1890, 1423, 1902]
area-chip — [1337, 2003, 1449, 2029]
caption-text: जालोर में राजस्थान नर्सेज एसोसिएशन ने मांगों को लेकर चिकित्सा मंत्री के नाम एडीएम राजेश मेवाड़ा को ज्ञापन सौंपा। — [945, 483, 1482, 498]
auction-search-box — [966, 1632, 1107, 1653]
area-count: 02 — [1338, 2004, 1369, 2028]
fine-table — [36, 2039, 567, 2317]
smack-headline: पुलिस ने स्मैक सहित दो युवक पकड़े — [777, 1160, 1471, 1220]
area-chip — [982, 1913, 1093, 1939]
paragraph: सायला, (निसं)। जालौर विधानसभा क्षेत्र के सायला में सोमवार दोपहर पुराने बस स्टेण्ड स्थित गणपति मन्दिर परिसर में महाराष्ट्र सरकार के पूर्व कैबिनेट मंत्री राज के. पुरोहित के निधन पर शोकसभा आयोजित की गई। — [577, 1991, 752, 2088]
paragraph: सरकार की बजट घोषणा के अनुसार नर्सेज के स्थायी पद मेरिट व बोनस के आधार पर भर्ती किये जाए और रिक्त पदों की संख्या बढाई जावे और नई भर्ती मेरिट व बोनस के आधार पर की जावे। जिससे यूटीबी एवं निविदा पर कई वर्षो से कार्यरत अनुभवी नर्सेज का आम जनता को फायदा मिल सके। विभिन्न चिकित्सालय में नर्सेज के जो स्वीकृत पद है। वह बहुत पुराने समय से है। — [1130, 560, 1304, 739]
notice-date: दिनांक : 13.11.2026 — [489, 1990, 563, 2000]
area-grid-last-row — [975, 2059, 1455, 2089]
cell: मीट की दुकानो के सामने दुकानदारो द्वारा काटे गए जानवरो की हडिड्या,मलबा,मलीदा,खुन, मुर्गे के पंख, अण्डो के छिलके इत्यादि सडक,आम रास्तो मे डालकर गंदगी फैलाने पर — [65, 2272, 471, 2293]
cell: दुकानदारो (Vendor/Hawker) को बिना कचरा पात्र पाये जाने पर — [65, 2088, 471, 2099]
cmyk-letter: C — [1498, 588, 1508, 602]
column-header: जुर्माना — [471, 2040, 567, 2052]
search-icon: ⌕ — [1089, 1633, 1106, 1652]
registration-crosshair-icon: ⊕ — [1036, 2355, 1054, 2379]
cell: 15 — [36, 2236, 65, 2248]
notice-signature: अधिशाषी अधिकारी नगर पालिका सांचौर — [283, 1530, 384, 1552]
notice-text: नगर पालिका सांचौर निविदा क्रमांक 6148 दिनांक 13.01.2026 द्वारा भारतीय पशु कल्याण बोर्ड द्वारा मान्यता प्राप्त एनजीओं से कार्य करवाये जाने हेतु पंजीकृत एवं अनुभवी संवेदकों से निविदा आमंत्रित की जाती है। निविदा से संबंधित विवरण जरीये यूबीएन नं. से वेबसाईट http://sppp.rajasthan.gov.in व www.eproc.rajasthan.gov.in देखी / डाउनलोड की जा सकती है। — [40, 1401, 380, 1444]
area-name: बोरानाडा — [1036, 2039, 1070, 2051]
bid-start-date: प्रारम्भ तिथि: 27 जनवरी, 2026 (प्रात: 10:00 बजे) — [1252, 1852, 1400, 1862]
days-left-banner: अन्तिम 4 दिन शेष — [1232, 1646, 1436, 1686]
area-name: भीलवाड़ा — [1154, 2010, 1189, 2022]
cell: 11 — [36, 2171, 65, 2183]
cell: दुकानदारो द्वारा खुले / रोड / नाली मे कचरा डालने पर — [65, 2052, 471, 2064]
main-headline-line-2: एलएनटी ऑफिस पर ताला जड़ा — [88, 166, 699, 228]
cmyk-mark — [3, 544, 13, 598]
cell: सार्वजिनक स्थान, जमीन व सडक के किनारे बैठकर सब्जिया बेचकर छिलके के अंश सडक पर डालने व गंदगी फैलाने पर — [65, 2293, 471, 2305]
stat-value: 304 — [1244, 1738, 1312, 1765]
cell: 12 — [36, 2183, 65, 2195]
table-row — [36, 2052, 567, 2064]
saayla-story — [577, 1990, 937, 2338]
cell: घरो द्वारा कचरे को कचरापात्र मे इक्कठा नही करने पर — [65, 2183, 471, 2195]
notice-email: E. Mail Id - eombsojat@yahoo.com — [39, 1595, 170, 1605]
